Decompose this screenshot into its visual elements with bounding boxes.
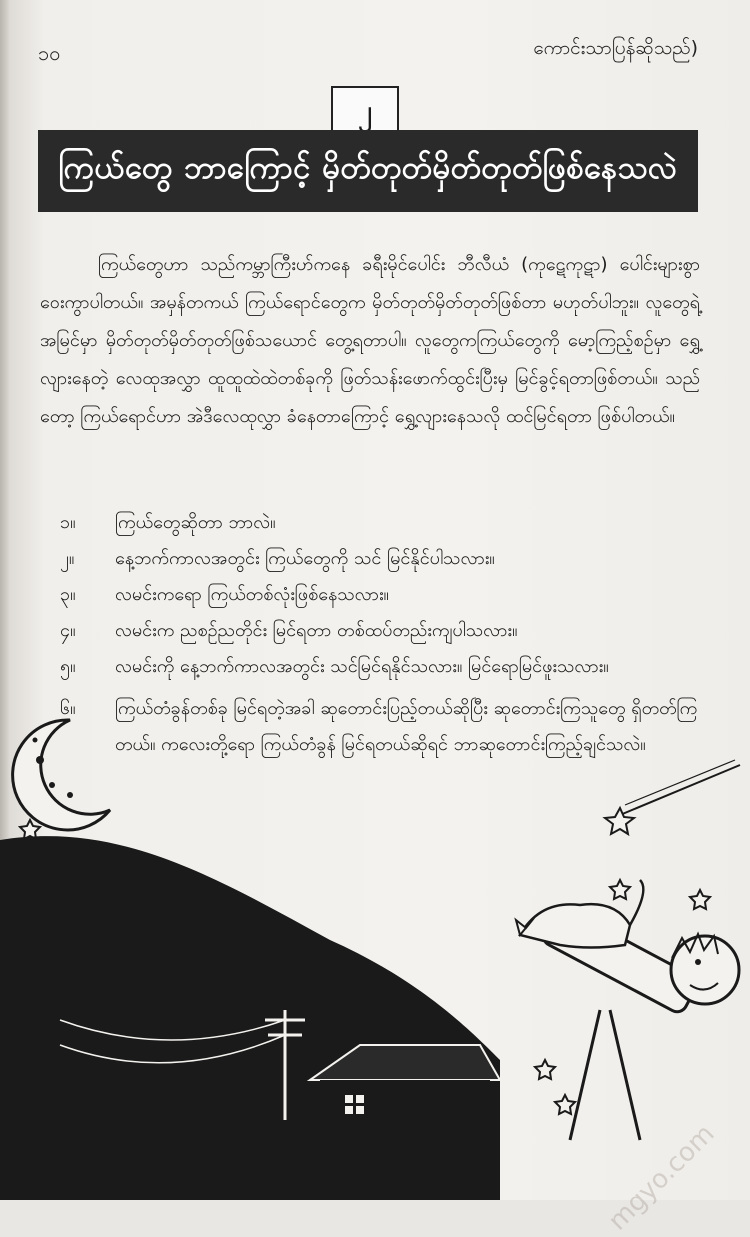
- question-text: လမင်းက ညစဉ်ညတိုင်း မြင်ရတာ တစ်ထပ်တည်းကျပါသလား။: [115, 620, 518, 641]
- chapter-title: ကြယ်တွေ ဘာကြောင့် မှိတ်တုတ်မှိတ်တုတ်ဖြစ်နေသလဲ: [58, 150, 678, 186]
- question-item: [60, 613, 720, 649]
- house-icon: [310, 1045, 500, 1200]
- question-text: လမင်းကရော ကြယ်တစ်လုံးဖြစ်နေသလား။: [115, 584, 389, 605]
- question-item: [60, 577, 720, 613]
- running-header: ကောင်းသာပြန်ဆိုသည်): [533, 37, 698, 59]
- question-text: နေ့ဘက်ကာလအတွင်း ကြယ်တွေကို သင် မြင်နိုင်ပါသလား။: [115, 548, 495, 569]
- child-stargazer-icon: [671, 934, 739, 1004]
- question-item: [60, 649, 720, 685]
- question-number: ၃။: [60, 584, 76, 605]
- question-number: ၄။: [60, 620, 76, 641]
- question-text: ကြယ်တံခွန်တစ်ခု မြင်ရတဲ့အခါ ဆုတောင်းပြည့်တယ်ဆိုပြီး ဆုတောင်းကြသူတွေ ရှိတတ်ကြတယ်။ ကလေးတို့ရော ကြယ်တံခွန် မြင်ရတယ်ဆိုရင် ဘာဆုတောင်းကြည့်ချင်သလဲ။: [115, 698, 698, 755]
- question-item: [60, 541, 720, 577]
- chapter-number: ၂: [331, 86, 399, 138]
- intro-paragraph: ကြယ်တွေဟာ သည်ကမ္ဘာကြီးဟ်ကနေ ခရီးမိုင်ပေါင်း ဘီလီယံ (ကုဋေကုဋာ) ပေါင်းများစွာ ဝေးကွာပါတယ်။ အမှန်တကယ် ကြယ်ရောင်တွေက မှိတ်တုတ်မှိတ်တုတ်ဖြစ်တာ မဟုတ်ပါဘူး။ လူတွေရဲ့အမြင်မှာ မှိတ်တုတ်မှိတ်တုတ်ဖြစ်သယောင် တွေ့ရတာပါ။ လူတွေကကြယ်တွေကို မော့ကြည့်စဉ်မှာ ရွှေ့လျားနေတဲ့ လေထုအလွှာ ထူထူထဲထဲတစ်ခုကို ဖြတ်သန်းဖောက်ထွင်းပြီးမှ မြင်ခွင့်ရတာဖြစ်တယ်။ သည်တော့ ကြယ်ရောင်ဟာ အဲဒီလေထုလွှာ ခံနေတာကြောင့် ရွှေ့လျားနေသလို ထင်မြင်ရတာ ဖြစ်ပါတယ်။: [40, 254, 700, 427]
- watermark-logo: mgyo.com: [602, 1118, 720, 1237]
- question-number: ၆။: [60, 698, 76, 719]
- question-text: ကြယ်တွေဆိုတာ ဘာလဲ။: [115, 512, 276, 533]
- question-number: ၅။: [60, 656, 76, 677]
- question-number: ၂။: [60, 548, 75, 569]
- question-text: လမင်းကို နေ့ဘက်ကာလအတွင်း သင်မြင်ရနိုင်သလား။ မြင်ရောမြင်ဖူးသလား။: [115, 656, 609, 677]
- chapter-title-banner: [38, 130, 698, 212]
- page-number: ၁၀: [38, 41, 61, 65]
- night-sky-illustration: [0, 700, 750, 1200]
- question-number: ၁။: [60, 512, 76, 533]
- crescent-moon-icon: [13, 720, 110, 830]
- shooting-star-icon: [605, 760, 740, 834]
- question-item: [60, 505, 720, 541]
